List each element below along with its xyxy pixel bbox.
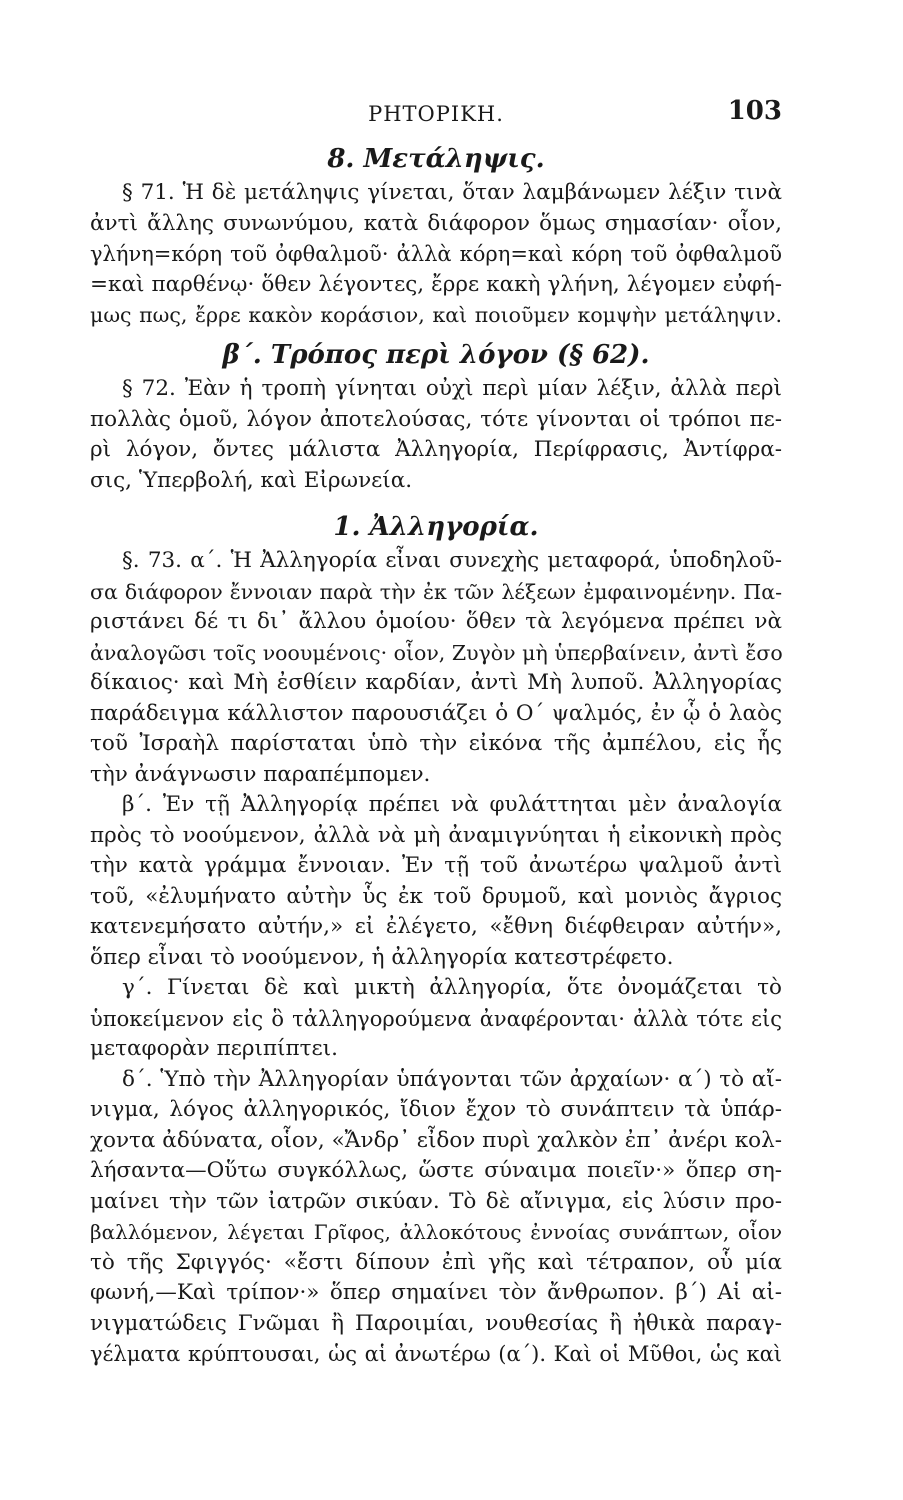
text-line: τὸ τῆς Σφιγγός· «ἔστι δίπουν ἐπὶ γῆς καὶ τέτραπον, οὗ μία bbox=[90, 1249, 782, 1275]
running-title: ΡΗΤΟΡΙΚΗ. bbox=[368, 102, 504, 126]
text-line: ριστάνει δέ τι δι᾽ ἄλλου ὁμοίου· ὅθεν τὰ λεγόμενα πρέπει νὰ bbox=[90, 609, 782, 634]
paragraph-73 bbox=[90, 546, 782, 1370]
text-line: μαίνει τὴν τῶν ἰατρῶν σικύαν. Τὸ δὲ αἴνιγμα, εἰς λύσιν προ- bbox=[90, 1188, 782, 1214]
section-heading-allegory: 1. Ἀλληγορία. bbox=[333, 512, 539, 542]
text-line: τὴν κατὰ γράμμα ἔννοιαν. Ἐν τῇ τοῦ ἀνωτέρω ψαλμοῦ ἀντὶ bbox=[90, 853, 782, 878]
book-page bbox=[90, 0, 782, 1500]
section-allegory bbox=[90, 508, 782, 1370]
text-line: γέλματα κρύπτουσαι, ὡς αἱ ἀνωτέρω (α΄). Καὶ οἱ Μῦθοι, ὡς καὶ bbox=[90, 1342, 782, 1366]
text-line: μεταφορὰν περιπίπτει. bbox=[90, 1036, 338, 1061]
text-line: ἀντὶ ἄλλης συνωνύμου, κατὰ διάφορον ὅμως σημασίαν· οἷον, bbox=[90, 210, 782, 236]
text-line: ἀναλογῶσι τοῖς νοουμένοις· οἷον, Ζυγὸν μὴ ὑπερβαίνειν, ἀντὶ ἔσο bbox=[90, 640, 783, 665]
text-line: τοῦ, «ἐλυμήνατο αὐτὴν ὗς ἐκ τοῦ δρυμοῦ, καὶ μονιὸς ἄγριος bbox=[90, 883, 782, 909]
text-line: μως πως, ἔρρε κακὸν κοράσιον, καὶ ποιοῦμεν κομψὴν μετάληψιν. bbox=[90, 303, 782, 327]
text-line: χοντα ἀδύνατα, οἷον, «Ἄνδρ᾽ εἶδον πυρὶ χαλκὸν ἐπ᾽ ἀνέρι κολ- bbox=[90, 1127, 782, 1153]
text-line: § 72. Ἐὰν ἡ τροπὴ γίνηται οὐχὶ περὶ μίαν λέξιν, ἀλλὰ περὶ bbox=[122, 376, 782, 401]
text-line: τοῦ Ἰσραὴλ παρίσταται ὑπὸ τὴν εἰκόνα τῆς ἀμπέλου, εἰς ἧς bbox=[90, 731, 782, 756]
text-line: φωνή,—Καὶ τρίπον·» ὅπερ σημαίνει τὸν ἄνθρωπον. β΄) Αἱ αἰ- bbox=[90, 1280, 782, 1305]
page-number: 103 bbox=[727, 96, 782, 126]
text-line: παράδειγμα κάλλιστον παρουσιάζει ὁ Ο΄ ψαλμός, ἐν ᾧ ὁ λαὸς bbox=[90, 700, 782, 726]
text-line: τὴν ἀνάγνωσιν παραπέμπομεν. bbox=[90, 761, 431, 787]
section-heading-metalepsis: 8. Μετάληψις. bbox=[327, 144, 545, 174]
text-line: νιγματώδεις Γνῶμαι ἢ Παροιμίαι, νουθεσίας ἢ ἠθικὰ παραγ- bbox=[90, 1310, 782, 1336]
text-line: νιγμα, λόγος ἀλληγορικός, ἴδιον ἔχον τὸ συνάπτειν τὰ ὑπάρ- bbox=[90, 1097, 782, 1122]
paragraph-71 bbox=[90, 178, 782, 331]
text-line: β΄. Ἐν τῇ Ἀλληγορίᾳ πρέπει νὰ φυλάττηται μὲν ἀναλογία bbox=[122, 792, 782, 817]
text-line: ὅπερ εἶναι τὸ νοούμενον, ἡ ἀλληγορία κατεστρέφετο. bbox=[90, 944, 674, 970]
text-line: πολλὰς ὁμοῦ, λόγον ἀποτελούσας, τότε γίνονται οἱ τρόποι πε- bbox=[90, 406, 782, 432]
text-line: ὑποκείμενον εἰς ὃ τἀλληγορούμενα ἀναφέρονται· ἀλλὰ τότε εἰς bbox=[90, 1006, 782, 1031]
text-line: §. 73. α΄. Ἡ Ἀλληγορία εἶναι συνεχὴς μεταφορά, ὑποδηλοῦ- bbox=[122, 548, 782, 573]
text-line: λήσαντα—Οὕτω συγκόλλως, ὥστε σύναιμα ποιεῖν·» ὅπερ ση- bbox=[90, 1158, 782, 1183]
text-line: γ΄. Γίνεται δὲ καὶ μικτὴ ἀλληγορία, ὅτε ὀνομάζεται τὸ bbox=[122, 975, 782, 1000]
section-heading-tropes: β΄. Τρόπος περὶ λόγον (§ 62). bbox=[222, 340, 650, 370]
text-line: σις, Ὑπερβολή, καὶ Εἰρωνεία. bbox=[90, 467, 413, 493]
text-line: πρὸς τὸ νοούμενον, ἀλλὰ νὰ μὴ ἀναμιγνύηται ἡ εἰκονικὴ πρὸς bbox=[90, 822, 782, 848]
text-line: βαλλόμενον, λέγεται Γρῖφος, ἀλλοκότους ἐννοίας συνάπτων, οἷον bbox=[90, 1220, 782, 1244]
text-line: κατενεμήσατο αὐτήν,» εἰ ἐλέγετο, «ἔθνη διέφθειραν αὐτήν», bbox=[90, 914, 782, 939]
text-line: ρὶ λόγον, ὄντες μάλιστα Ἀλληγορία, Περίφρασις, Ἀντίφρα- bbox=[90, 437, 782, 462]
text-line: σα διάφορον ἔννοιαν παρὰ τὴν ἐκ τῶν λέξεων ἐμφαινομένην. Πα- bbox=[90, 579, 782, 604]
text-line: =καὶ παρθένῳ· ὅθεν λέγοντες, ἔρρε κακὴ γλήνη, λέγομεν εὐφή- bbox=[90, 271, 782, 297]
running-head bbox=[90, 96, 782, 136]
text-line: δ΄. Ὑπὸ τὴν Ἀλληγορίαν ὑπάγονται τῶν ἀρχαίων· α΄) τὸ αἴ- bbox=[122, 1066, 782, 1092]
text-line: § 71. Ἡ δὲ μετάληψις γίνεται, ὅταν λαμβάνωμεν λέξιν τινὰ bbox=[122, 180, 782, 205]
text-line: δίκαιος· καὶ Μὴ ἐσθίειν καρδίαν, ἀντὶ Μὴ λυποῦ. Ἀλληγορίας bbox=[90, 670, 782, 695]
section-tropes-of-speech bbox=[90, 336, 782, 496]
paragraph-72 bbox=[90, 374, 782, 496]
section-metalepsis bbox=[90, 140, 782, 331]
text-line: γλήνη=κόρη τοῦ ὀφθαλμοῦ· ἀλλὰ κόρη=καὶ κόρη τοῦ ὀφθαλμοῦ bbox=[90, 242, 782, 266]
